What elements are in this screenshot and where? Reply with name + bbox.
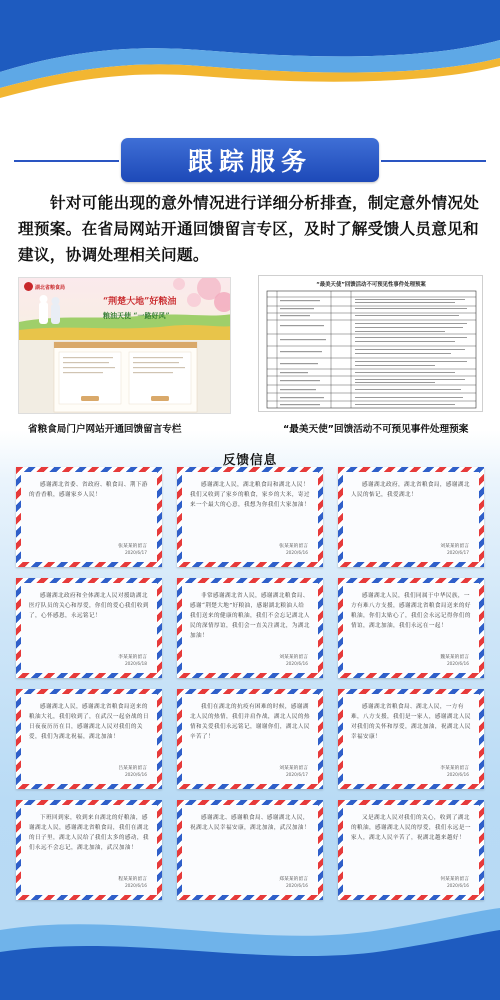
letter-signature: 吕某某的留言: [118, 766, 147, 771]
letter-paper: [21, 472, 157, 562]
letter-date: 2020/6/16: [285, 551, 308, 556]
letter-body: 感谢湖北省委、省政府、粮食局、荆下游的香香粮，感谢家乡人民！: [29, 482, 148, 498]
website-illustration: [19, 278, 231, 414]
letter-signature: 李某某的留言: [118, 655, 147, 660]
letter-signature: 魏某某的留言: [440, 655, 469, 660]
website-logo-text: 湖北省粮食局: [35, 285, 66, 291]
letter-body: 我们在湖北的抗疫有困难的时候，感谢湖北人民的热情，我们并肩作战，湖北人民的热情和关爱我们永远铭记，谢谢你们，湖北人民辛苦了！: [190, 704, 310, 740]
letter-paper: [343, 583, 479, 673]
feedback-letter: [338, 800, 484, 900]
letter-signature: 刘某某的留言: [440, 544, 469, 549]
letter-signature: 李某某的留言: [440, 766, 469, 771]
letter-date: 2020/6/17: [285, 773, 308, 778]
title-left-rule: [14, 160, 119, 162]
letter-paper: [343, 472, 479, 562]
feedback-letter: [338, 467, 484, 567]
website-caption: 省粮食局门户网站开通回馈留言专栏: [28, 424, 182, 435]
feedback-letter: [16, 800, 162, 900]
feedback-letter: [177, 578, 323, 678]
letter-date: 2020/6/16: [446, 884, 469, 889]
letter-date: 2020/6/16: [285, 662, 308, 667]
letter-signature: 张某某的留言: [118, 544, 147, 549]
title-badge: [121, 138, 379, 182]
letter-date: 2020/6/16: [446, 662, 469, 667]
letter-date: 2020/6/16: [124, 773, 147, 778]
letter-paper: [182, 583, 318, 673]
website-banner-subtitle: 粮油天使 “一路好风”: [103, 311, 170, 320]
letter-body: 感谢湖北政府，湖北省粮食局，感谢湖北人民的惦记，我爱湖北！: [351, 482, 470, 498]
letter-body: 感谢湖北省粮食局、湖北人民，一方有难，八方支援，我们是一家人，感谢湖北人民对我们的关怀和厚爱，湖北加油，祝湖北人民幸福安康！: [351, 704, 471, 740]
letter-date: 2020/6/16: [285, 884, 308, 889]
letter-body: 感谢湖北人民，湖北粮食局和湖北人民！我们又收到了家乡的粮食，家乡的大米，寄过来一个最大的心意，我想为你我们大家加油！: [190, 482, 310, 508]
feedback-letter: [338, 578, 484, 678]
letter-body: 又是湖北人民对我们的关心，收到了湖北的粮油，感谢湖北人民的厚爱，我们永远是一家人，湖北人民辛苦了，祝湖北越来越好！: [351, 815, 471, 841]
letter-signature: 何某某的留言: [440, 877, 469, 882]
feedback-letter: [177, 800, 323, 900]
letter-paper: [182, 472, 318, 562]
letter-date: 2020/6/16: [124, 884, 147, 889]
letter-paper: [21, 805, 157, 895]
letter-date: 2020/6/17: [124, 551, 147, 556]
feedback-letter: [16, 578, 162, 678]
feedback-section-label: 反馈信息: [222, 452, 278, 467]
plan-document-screenshot: [258, 275, 483, 412]
letter-body: 非常感谢湖北省人民，感谢湖北粮食局、感谢“荆楚大地”好粮油，感谢湖北粮油人给我们送来的健康的粮油，我们不会忘记湖北人民的深情厚谊，我们会一直关注湖北，为湖北加油！: [190, 593, 310, 639]
letter-signature: 郑某某的留言: [279, 877, 308, 882]
plan-caption: “最美天使”回馈活动不可预见事件处理预案: [283, 424, 469, 435]
letter-paper: [182, 805, 318, 895]
letter-signature: 程某某的留言: [118, 877, 147, 882]
letter-body: 感谢湖北、感谢粮食局、感谢湖北人民，祝湖北人民幸福安康，湖北加油，武汉加油！: [190, 815, 310, 831]
letter-paper: [182, 694, 318, 784]
letter-date: 2020/6/18: [124, 662, 147, 667]
title-right-rule: [381, 160, 486, 162]
website-screenshot: [18, 277, 231, 414]
bottom-wave-decoration: [0, 890, 500, 1000]
letter-paper: [21, 583, 157, 673]
letter-signature: 刘某某的留言: [279, 655, 308, 660]
letter-signature: 张某某的留言: [279, 544, 308, 549]
letter-body: 下班回到家，收到来自湖北的好粮油，感谢湖北人民，感谢湖北省粮食局，我们在湖北的日子里，湖北人民给了我们太多的感动，我们永远不会忘记，湖北加油，武汉加油！: [29, 815, 149, 851]
feedback-letter: [177, 689, 323, 789]
letter-paper: [343, 694, 479, 784]
top-wave-decoration: [0, 0, 500, 120]
letter-body: 感谢湖北人民，我们同属于中华民族，一方有难八方支援，感谢湖北省粮食局送来的好粮油，你们太贴心了，我们会永远记得你们的情谊，湖北加油，我们永远在一起！: [351, 593, 471, 629]
letter-paper: [343, 805, 479, 895]
letter-date: 2020/6/17: [446, 551, 469, 556]
plan-table-illustration: [259, 276, 483, 412]
feedback-letter: [338, 689, 484, 789]
letter-date: 2020/6/16: [446, 773, 469, 778]
letter-body: 感谢湖北政府和全体湖北人民对援助湖北医疗队员的关心和厚爱，你们的爱心我们收到了，心怀感恩，永远铭记！: [29, 593, 149, 619]
letter-body: 感谢湖北人民，感谢湖北省粮食局送来的粮油大礼，我们收到了，在武汉一起奋战的日日夜夜历历在目，感谢湖北人民对我们的关爱，我们为湖北祝福，湖北加油！: [29, 704, 149, 740]
intro-paragraph: 针对可能出现的意外情况进行详细分析排查，制定意外情况处理预案。在省局网站开通回馈留言专区，及时了解受馈人员意见和建议，协调处理相关问题。: [18, 194, 480, 264]
page-title: 跟踪服务: [187, 147, 312, 176]
plan-doc-title: “最美天使”回馈活动不可预见性事件处理预案: [316, 282, 426, 288]
feedback-letter: [16, 467, 162, 567]
feedback-letter: [177, 467, 323, 567]
letter-signature: 刘某某的留言: [279, 766, 308, 771]
letter-paper: [21, 694, 157, 784]
feedback-letter: [16, 689, 162, 789]
website-banner-title: “荆楚大地”好粮油: [103, 297, 177, 307]
